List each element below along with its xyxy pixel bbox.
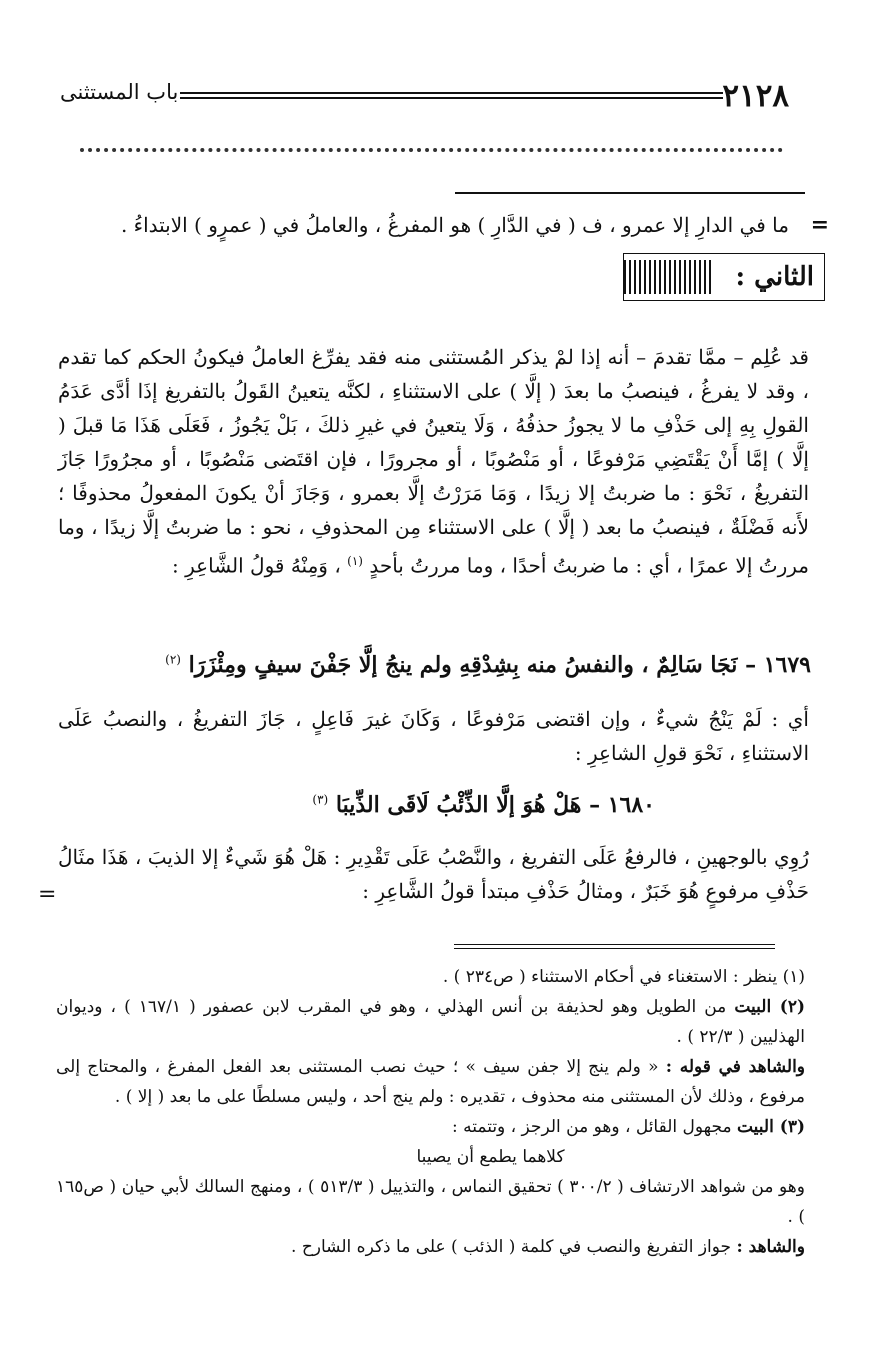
footnotes-rule	[454, 944, 775, 949]
section-stripes-ornament	[624, 260, 712, 294]
paragraph-2	[58, 702, 809, 770]
footnote-ref-3: (٣)	[312, 792, 329, 807]
footnote-2	[56, 992, 805, 1052]
footnote-1	[56, 962, 805, 992]
footnote-3-sources-text: وهو من شواهد الارتشاف ( ٣٠٠/٢ ) تحقيق النماس ، والتذييل ( ٥١٣/٣ ) ، ومنهج السالك لأبي حيان ( ص١٦٥ ) .	[56, 1177, 805, 1227]
footnote-2-label: (٢) البيت	[734, 997, 805, 1017]
paragraph-2-text: أي : لَمْ يَنْجُ شيءٌ ، وإن اقتضى مَرْفوعًا ، وَكَانَ غيرَ فَاعِلٍ ، جَازَ التفريغُ ، والنصبُ عَلَى الاستثناءِ ، نَحْوَ قولِ الشاعِرِ :	[58, 707, 809, 765]
continuation-sentence: ما في الدارِ إلا عمرو ، ف ( في الدَّارِ ) هو المفرغُ ، والعاملُ في ( عمرٍو ) الابتداءُ .	[120, 213, 789, 237]
footnote-3-evidence	[56, 1232, 805, 1262]
section-header	[623, 253, 825, 301]
main-paragraph-tail: ، وَمِنْهُ قولُ الشَّاعِرِ :	[172, 553, 341, 578]
page-number: ٢١٢٨	[722, 78, 789, 114]
footnote-2-evidence-label: والشاهد في قوله :	[665, 1057, 806, 1077]
continuation-mark: =	[810, 212, 829, 238]
main-paragraph-text: قد عُلِم – ممَّا تقدمَ – أنه إذا لمْ يذكر المُستثنى منه فقد يفرِّغ العاملُ فيكونُ الحكم كما تقدم ، وقد لا يفرغُ ، فينصبُ ما بعدَ ( إلَّا ) على الاستثناءِ ، لكنَّه يتعينُ القَولُ بالتفريغ إذَا أدَّى عَدَمُ القولِ بِهِ إلى حَذْفِ ما لا يجوزُ حذفُهُ ، وَلَا يتعينُ في غيرِ ذلكَ ، بَلْ يَجُوزُ ، فَعَلَى هَذَا مَا قبلَ ( إلَّا ) إمَّا أَنْ يَقْتَضِي مَرْفوعًا ، أو مَنْصُوبًا ، أو مجرورًا ، فإن اقتَضى مَنْصُوبًا ، أو مجرُورًا جَازَ التفريغُ ، نَحْوَ : ما ضربتُ إلا زيدًا ، وَمَا مَرَرْتُ إلَّا بعمرو ، وَجَازَ أنْ يكونَ المفعولُ محذوفًا ؛ لأَنه فَضْلَةٌ ، فينصبُ ما بعد ( إلَّا ) على الاستثناء مِن المحذوفِ ، نحو : ما ضربتُ إلَّا زيدًا ، وما مررتُ إلا عمرًا ، أي : ما ضربتُ أحدًا ، وما مررتُ بأحدٍ	[58, 345, 810, 578]
footnote-3-evidence-label: والشاهد :	[736, 1237, 805, 1257]
footnote-3-evidence-text: جواز التفريغ والنصب في كلمة ( الذئب ) على ما ذكره الشارح .	[291, 1237, 737, 1257]
paragraph-3-text: رُوِي بالوجهينِ ، فالرفعُ عَلَى التفريغ ، والنَّصْبُ عَلَى تَقْدِيرِ : هَلْ هُوَ شَيءٌ إلا الذيبَ ، هَذَا مثَالُ حَذْفِ مرفوعٍ هُوَ خَبَرٌ ، ومثالُ حَذْفِ مبتدأ قولُ الشَّاعِرِ :	[58, 845, 809, 903]
footnote-ref-1: (١)	[347, 554, 363, 568]
chapter-title: باب المستثنى	[60, 80, 179, 104]
footnote-3-verse	[56, 1142, 805, 1172]
paragraph-3	[58, 840, 809, 908]
continuation-text	[40, 208, 789, 242]
footnote-ref-2: (٢)	[165, 652, 181, 667]
footnote-3-label: (٣) البيت	[736, 1117, 805, 1137]
footnote-2-evidence-text: « ولم ينج إلا جفن سيف » ؛ حيث نصب المستثنى بعد الفعل المفرغ ، والمحتاج إلى مرفوع ، وذلك لأن المستثنى منه محذوف ، تقديره : ولم ينج أحد ، وليس مسلطًا على ما بعد ( إلا ) .	[56, 1057, 805, 1107]
header-rule	[180, 92, 723, 99]
verse-1679	[165, 652, 811, 678]
verse-1680	[312, 792, 655, 818]
footnotes	[56, 962, 805, 1262]
footnote-3	[56, 1112, 805, 1142]
main-paragraph	[58, 340, 809, 583]
verse-1680-text: ١٦٨٠ – هَلْ هُوَ إلَّا الذِّئْبُ لَاقَى الذِّيبَا	[335, 792, 655, 818]
paragraph-3-continuation-mark: =	[38, 882, 57, 907]
footnote-2-evidence	[56, 1052, 805, 1112]
footnote-2-text: من الطويل وهو لحذيفة بن أنس الهذلي ، وهو في المقرب لابن عصفور ( ١٦٧/١ ) ، وديوان الهذليين ( ٢٢/٣ ) .	[56, 997, 805, 1047]
footnote-3-verse-text: كلاهما يطمع أن يصيبا	[416, 1147, 565, 1167]
short-separator	[455, 192, 805, 194]
dotted-separator	[80, 148, 783, 152]
footnote-3-text: مجهول القائل ، وهو من الرجز ، وتتمته :	[451, 1117, 737, 1137]
footnote-3-sources	[56, 1172, 805, 1232]
section-title: الثاني :	[735, 262, 814, 292]
footnote-1-text: (١) ينظر : الاستغناء في أحكام الاستثناء ( ص٢٣٤ ) .	[442, 967, 805, 987]
verse-1679-text: ١٦٧٩ – نَجَا سَالِمٌ ، والنفسُ منه بِشِدْقِهِ ولم ينجُ إلَّا جَفْنَ سيفٍ ومِئْزَرَا	[188, 652, 811, 678]
